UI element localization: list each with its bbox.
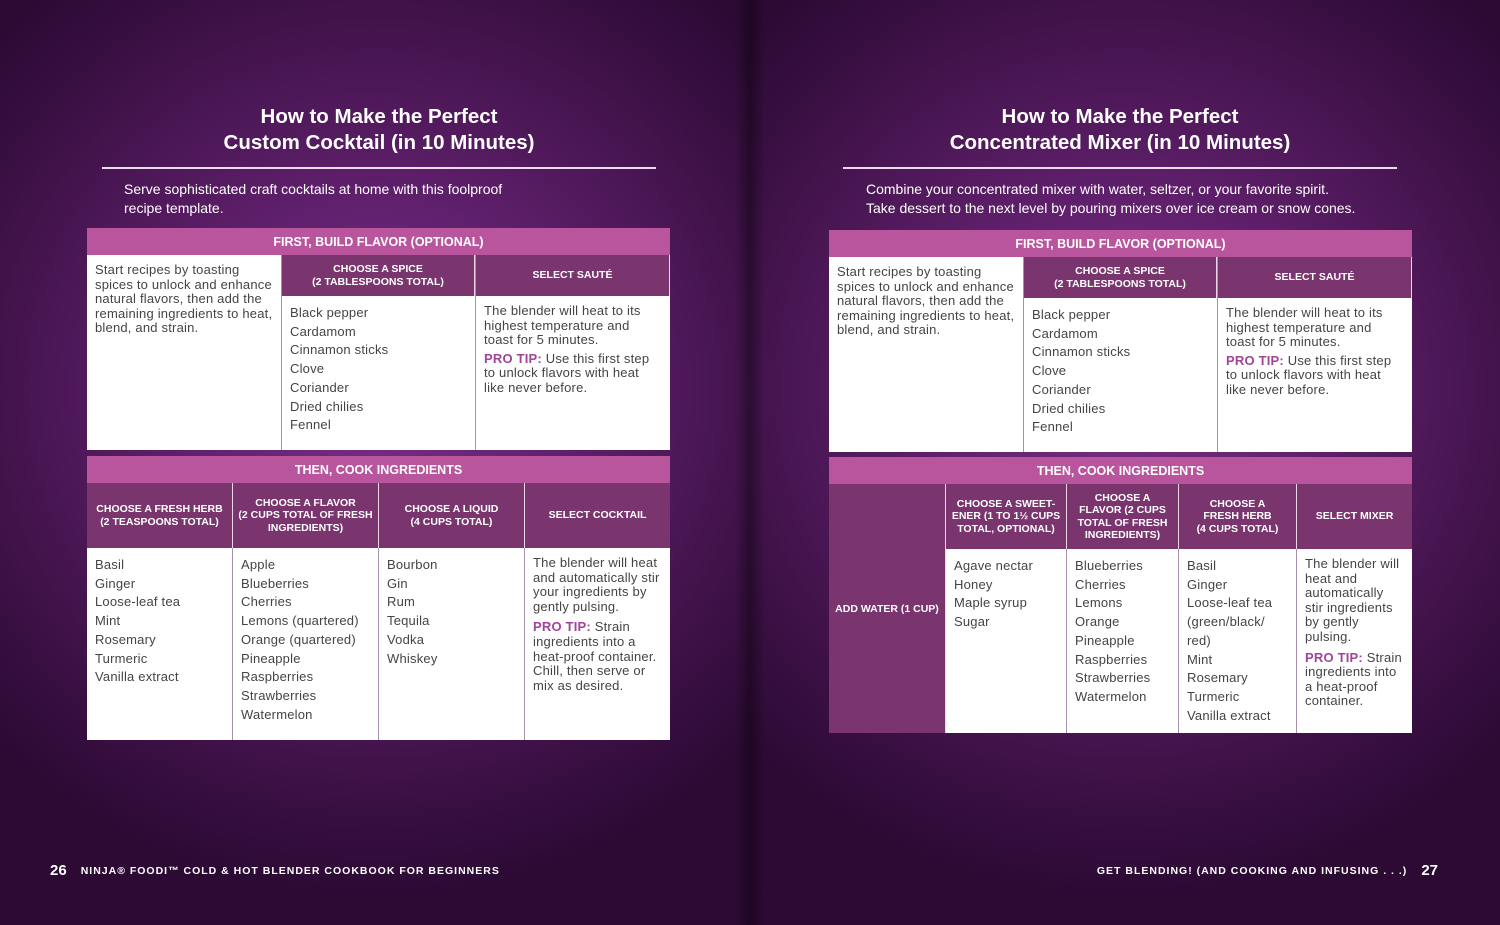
list-item: Cinnamon sticks [290,342,389,358]
list-item: Black pepper [290,305,369,320]
page-title [102,104,656,156]
list-item: Lemons [1075,595,1123,611]
cocktail-header: SELECT COCKTAIL [525,483,670,548]
herb-list [87,548,233,740]
page-title [843,104,1397,156]
flavor-header: CHOOSE A FLAVOR (2 CUPS TOTAL OF FRESH INGREDIENTS) [233,483,379,548]
running-title: NINJA® FOODI™ COLD & HOT BLENDER COOKBOOK FOR BEGINNERS [80,864,500,877]
list-item: Ginger [95,575,136,591]
list-item: Orange [1075,614,1120,630]
book-gutter [735,0,765,925]
list-item: Tequila [387,613,430,629]
list-item: Coriander [290,379,349,395]
list-item: Rosemary [1187,670,1248,686]
spice-list [282,296,475,443]
list-item: Pineapple [241,650,301,666]
mixer-herb-list [1179,549,1297,733]
title-rule [843,167,1397,169]
flavor-band: FIRST, BUILD FLAVOR (OPTIONAL) [829,230,1412,257]
list-item: Cherries [241,594,292,610]
list-item: Vanilla extract [95,669,179,685]
mixer-flavor-list [1067,549,1179,733]
list-item: Raspberries [1075,651,1148,667]
cocktail-text: The blender will heat and automatically stir your ingredients by gently pulsing. PRO TIP: Strain ingredients into a heat-proof container. Chill, then serve or mix as desired. [533,555,660,693]
list-item: Lemons (quartered) [241,613,359,629]
list-item: Strawberries [1075,670,1151,686]
list-item: Maple syrup [954,595,1028,611]
list-item: Honey [954,576,993,592]
list-item: Rosemary [95,631,156,647]
title-line: Custom Cocktail (in 10 Minutes) [223,131,535,154]
list-item: Mint [95,613,121,629]
pro-tip-text: Use this first step to unlock flavors with heat like never before. [484,350,650,395]
mixer-header: SELECT MIXER [1297,484,1412,549]
list-item: Basil [95,557,125,572]
list-item: Cardamom [290,323,356,339]
build-flavor-table [829,230,1412,452]
list-item: Pineapple [1075,632,1135,648]
intro-text [124,180,502,218]
flavor-band: FIRST, BUILD FLAVOR (OPTIONAL) [87,228,670,255]
list-item: Turmeric [1187,688,1240,704]
title-line: Concentrated Mixer (in 10 Minutes) [949,131,1291,154]
right-page [750,0,1500,925]
flavor-description: Start recipes by toasting spices to unlock and enhance natural flavors, then add the remaining ingredients to heat, blend, and strain. [829,257,1024,452]
list-item: Raspberries [241,669,314,685]
list-item: Gin [387,575,408,591]
cook-band: THEN, COOK INGREDIENTS [87,456,670,483]
list-item: Strawberries [241,687,317,703]
list-item: Coriander [1032,381,1091,397]
herb-header: CHOOSE A FRESH HERB (2 TEASPOONS TOTAL) [87,483,233,548]
list-item: Basil [1187,558,1217,573]
list-item: Sugar [954,614,990,630]
list-item: Watermelon [1075,688,1147,704]
list-item: Black pepper [1032,307,1111,322]
list-item: Cherries [1075,576,1126,592]
folio-left [50,862,500,879]
page-number: 26 [50,862,67,879]
list-item: Blueberries [241,575,309,591]
cook-ingredients-table [87,456,670,740]
liquid-list [379,548,525,740]
list-item: Loose-leaf tea (green/black/ red) [1187,595,1273,648]
running-title: GET BLENDING! (AND COOKING AND INFUSING . . .) [1096,864,1408,877]
build-flavor-table [87,228,670,450]
list-item: Dried chilies [1032,400,1106,416]
cook-band: THEN, COOK INGREDIENTS [829,457,1412,484]
list-item: Bourbon [387,557,438,572]
intro-line: Combine your concentrated mixer with water, seltzer, or your favorite spirit. [866,181,1329,197]
list-item: Watermelon [241,706,313,722]
spice-header: CHOOSE A SPICE (2 TABLESPOONS TOTAL) [282,255,475,296]
flavor-description: Start recipes by toasting spices to unlock and enhance natural flavors, then add the remaining ingredients to heat, blend, and strain. [87,255,282,450]
saute-header: SELECT SAUTÉ [476,255,670,296]
list-item: Agave nectar [954,558,1034,573]
flavor-list [233,548,379,740]
spice-list [1024,298,1217,445]
saute-column [476,255,670,450]
list-item: Loose-leaf tea [95,594,181,610]
mixer-text: The blender will heat and automatically stir ingredients by gently pulsing. PRO TIP: Strain ingredients into a heat-proof container. [1305,556,1402,709]
saute-header: SELECT SAUTÉ [1218,257,1412,298]
list-item: Ginger [1187,576,1228,592]
list-item: Vanilla extract [1187,707,1271,723]
list-item: Mint [1187,651,1213,667]
mixer-herb-header: CHOOSE A FRESH HERB (4 CUPS TOTAL) [1179,484,1297,549]
add-water-header: ADD WATER (1 CUP) [829,484,946,733]
list-item: Vodka [387,631,425,647]
spice-column [1024,257,1218,452]
saute-text: The blender will heat to its highest temperature and toast for 5 minutes. PRO TIP: Use this first step to unlock flavors with heat like never before. [484,303,650,395]
mixer-flavor-header: CHOOSE A FLAVOR (2 CUPS TOTAL OF FRESH INGREDIENTS) [1067,484,1179,549]
intro-line: Take dessert to the next level by pouring mixers over ice cream or snow cones. [866,200,1356,216]
list-item: Rum [387,594,416,610]
pro-tip-text: Use this first step to unlock flavors with heat like never before. [1226,352,1392,397]
list-item: Cinnamon sticks [1032,344,1131,360]
pro-tip-label: PRO TIP: [533,619,591,635]
list-item: Clove [290,361,325,377]
spice-column [282,255,476,450]
spice-header: CHOOSE A SPICE (2 TABLESPOONS TOTAL) [1024,257,1217,298]
list-item: Dried chilies [290,398,364,414]
list-item: Fennel [290,417,331,433]
title-line: How to Make the Perfect [1001,105,1239,128]
cook-ingredients-table [829,457,1412,733]
list-item: Cardamom [1032,325,1098,341]
pro-tip-text: Strain ingredients into a heat-proof container. Chill, then serve or mix as desired. [533,619,657,693]
title-line: How to Make the Perfect [260,105,498,128]
sweetener-header: CHOOSE A SWEET- ENER (1 TO 1½ CUPS TOTAL, OPTIONAL) [946,484,1067,549]
list-item: Fennel [1032,419,1073,435]
folio-right [1097,862,1438,879]
intro-text [866,180,1355,218]
intro-line: Serve sophisticated craft cocktails at home with this foolproof [124,181,503,197]
title-rule [102,167,656,169]
intro-line: recipe template. [124,200,224,216]
page-number: 27 [1421,862,1438,879]
list-item: Orange (quartered) [241,631,356,647]
saute-column [1218,257,1412,452]
list-item: Whiskey [387,650,438,666]
list-item: Apple [241,557,276,572]
pro-tip-text: Strain ingredients into a heat-proof container. [1305,649,1402,709]
pro-tip-label: PRO TIP: [484,350,542,366]
list-item: Clove [1032,363,1067,379]
list-item: Blueberries [1075,558,1143,573]
pro-tip-label: PRO TIP: [1305,649,1363,665]
pro-tip-label: PRO TIP: [1226,352,1284,368]
liquid-header: CHOOSE A LIQUID (4 CUPS TOTAL) [379,483,525,548]
list-item: Turmeric [95,650,148,666]
saute-text: The blender will heat to its highest temperature and toast for 5 minutes. PRO TIP: Use this first step to unlock flavors with heat like never before. [1226,305,1392,397]
sweetener-list [946,549,1067,733]
